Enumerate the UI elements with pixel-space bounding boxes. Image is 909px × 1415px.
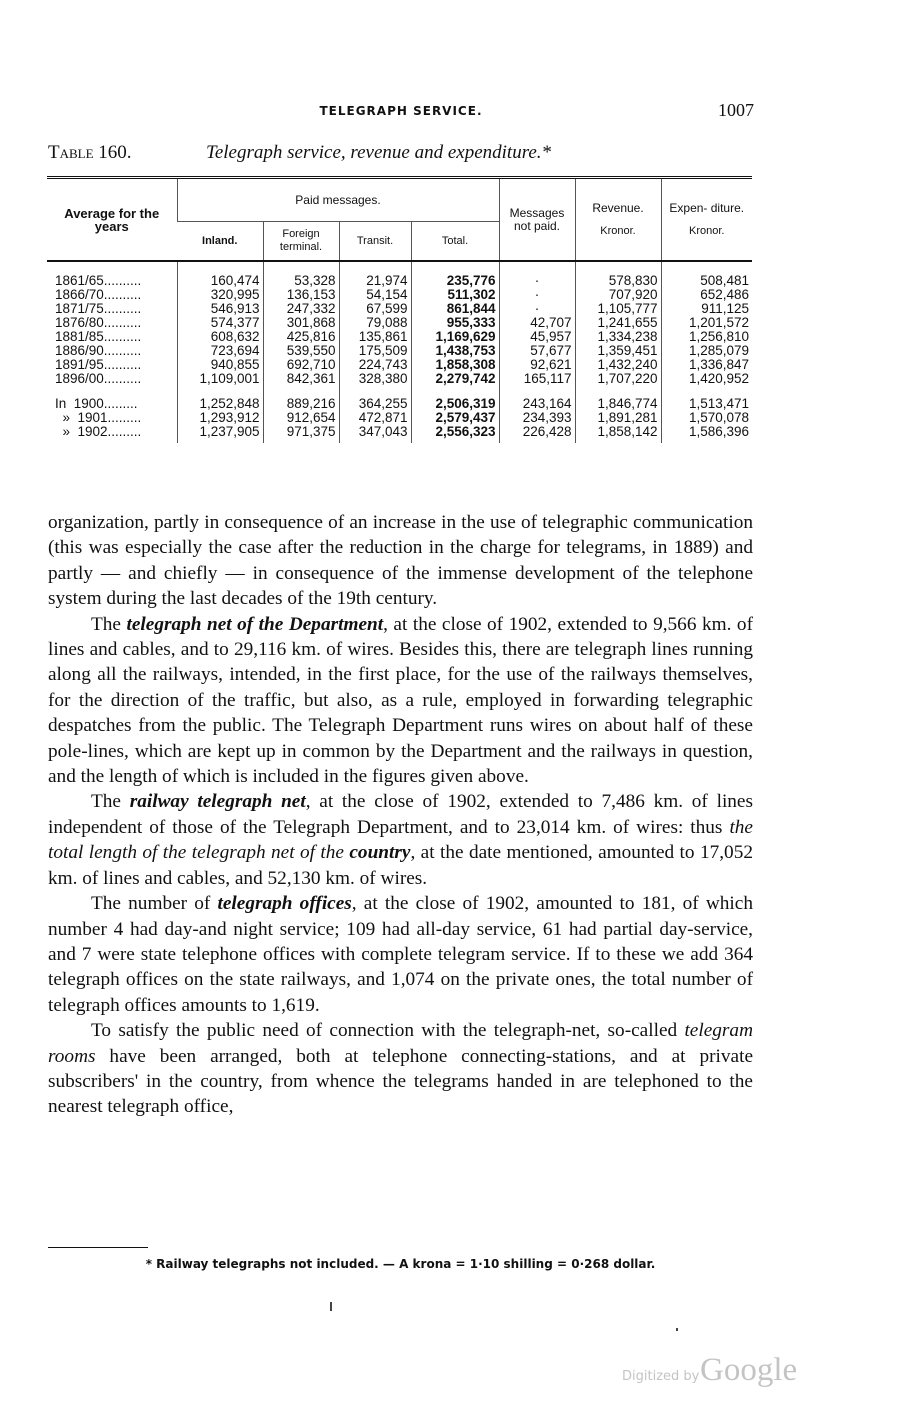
expenditure-cell: 1,336,847 <box>661 358 752 372</box>
not-paid-cell: · <box>499 274 575 288</box>
transit-cell: 79,088 <box>339 316 411 330</box>
transit-cell: 135,861 <box>339 330 411 344</box>
inland-cell: 546,913 <box>177 302 263 316</box>
table-row <box>47 316 752 330</box>
transit-cell: 175,509 <box>339 344 411 358</box>
table-row <box>47 358 752 372</box>
period-cell: 1886/90.......... <box>55 343 142 358</box>
period-cell: 1891/95.......... <box>55 357 142 372</box>
inland-cell: 723,694 <box>177 344 263 358</box>
text-run: , at the close of 1902, extended to 7,486 km. of lines independent of those of the Telegraph Department, and to 23,014 km. of wires: thus <box>48 791 753 838</box>
foreign-terminal-cell: 971,375 <box>263 425 339 439</box>
total-cell: 1,438,753 <box>411 344 499 358</box>
header-revenue-unit: Kronor. <box>600 224 636 237</box>
inland-cell: 1,293,912 <box>177 411 263 425</box>
period-cell: 1866/70.......... <box>55 287 142 302</box>
not-paid-cell: · <box>499 288 575 302</box>
revenue-cell: 1,891,281 <box>575 411 661 425</box>
header-expenditure-unit: Kronor. <box>689 224 725 237</box>
total-cell: 1,169,629 <box>411 330 499 344</box>
table-row <box>47 425 752 439</box>
text-run: To satisfy the public need of connection with the telegraph-net, so-called <box>91 1020 685 1042</box>
not-paid-cell: 57,677 <box>499 344 575 358</box>
not-paid-cell: 92,621 <box>499 358 575 372</box>
expenditure-cell: 1,570,078 <box>661 411 752 425</box>
text-run: , at the close of 1902, amounted to 181, of which number 4 had day-and night service; 109 had all-day service, 61 had partial day-service, and 7 were state telephone offices with complete telegram service. If to these we add 364 telegraph offices on the state railways, and 1,074 on the private ones, the total number of telegraph offices amounts to 1,619. <box>48 893 753 1016</box>
transit-cell: 21,974 <box>339 274 411 288</box>
period-cell: 1876/80.......... <box>55 315 142 330</box>
emphasis: telegraph net of the Department <box>126 613 384 635</box>
running-head <box>48 100 754 126</box>
revenue-cell: 1,858,142 <box>575 425 661 439</box>
foreign-terminal-cell: 692,710 <box>263 358 339 372</box>
footnote-rule <box>48 1247 148 1248</box>
expenditure-cell: 1,285,079 <box>661 344 752 358</box>
body-text <box>48 510 753 1120</box>
not-paid-cell: 45,957 <box>499 330 575 344</box>
period-cell: » 1901......... <box>55 410 142 425</box>
table-title: Telegraph service, revenue and expenditure.* <box>206 142 552 163</box>
paragraph <box>48 789 753 891</box>
not-paid-cell: 42,707 <box>499 316 575 330</box>
not-paid-cell: 226,428 <box>499 425 575 439</box>
header-inland: Inland. <box>202 234 238 247</box>
total-cell: 511,302 <box>411 288 499 302</box>
transit-cell: 328,380 <box>339 372 411 386</box>
total-cell: 861,844 <box>411 302 499 316</box>
header-paid-messages: Paid messages. <box>177 179 499 222</box>
table-caption <box>48 142 754 166</box>
total-cell: 2,279,742 <box>411 372 499 386</box>
revenue-cell: 1,432,240 <box>575 358 661 372</box>
emphasis: country <box>343 842 411 864</box>
table-row <box>47 411 752 425</box>
not-paid-cell: 234,393 <box>499 411 575 425</box>
emphasis: telegraph offices <box>217 893 352 915</box>
header-expenditure-label: Expen- diture. <box>669 200 745 215</box>
foreign-terminal-cell: 912,654 <box>263 411 339 425</box>
total-cell: 1,858,308 <box>411 358 499 372</box>
expenditure-cell: 1,586,396 <box>661 425 752 439</box>
text-run: The <box>91 791 130 813</box>
inland-cell: 1,109,001 <box>177 372 263 386</box>
table-row <box>47 344 752 358</box>
total-cell: 2,506,319 <box>411 397 499 411</box>
transit-cell: 54,154 <box>339 288 411 302</box>
foreign-terminal-cell: 425,816 <box>263 330 339 344</box>
scan-speck <box>330 1302 332 1311</box>
scan-speck <box>676 1328 678 1331</box>
expenditure-cell: 1,201,572 <box>661 316 752 330</box>
transit-cell: 347,043 <box>339 425 411 439</box>
revenue-cell: 1,241,655 <box>575 316 661 330</box>
running-title: TELEGRAPH SERVICE. <box>319 104 483 118</box>
paragraph <box>48 1018 753 1120</box>
total-cell: 2,556,323 <box>411 425 499 439</box>
total-cell: 235,776 <box>411 274 499 288</box>
revenue-cell: 1,105,777 <box>575 302 661 316</box>
inland-cell: 1,252,848 <box>177 397 263 411</box>
foreign-terminal-cell: 301,868 <box>263 316 339 330</box>
expenditure-cell: 508,481 <box>661 274 752 288</box>
header-expenditure <box>661 179 752 260</box>
table-row <box>47 330 752 344</box>
google-logo: Google <box>700 1352 798 1388</box>
table-row <box>47 288 752 302</box>
expenditure-cell: 1,256,810 <box>661 330 752 344</box>
table-row <box>47 372 752 386</box>
foreign-terminal-cell: 53,328 <box>263 274 339 288</box>
text-run: The number of <box>91 893 218 915</box>
paragraph: organization, partly in consequence of an increase in the use of telegraphic communication (this was especially the case after the reduction in the charge for telegrams, in 1889) and partly — and chiefly — in consequence of the immense development of the telephone system during the last decades of the 19th century. <box>48 512 753 610</box>
paragraph <box>48 612 753 790</box>
header-foreign-terminal: Foreign terminal. <box>263 222 339 261</box>
period-cell: 1861/65.......... <box>55 273 142 288</box>
emphasis: the total length of the telegraph net of the <box>48 816 753 864</box>
revenue-cell: 1,707,220 <box>575 372 661 386</box>
text-run: The <box>91 613 127 635</box>
emphasis: telegram rooms <box>48 1020 753 1067</box>
text-run: , at the close of 1902, extended to 9,566 km. of lines and cables, and to 29,116 km. of wires. Besides this, there are telegraph lines running along all the railways, intended, in the first place, for the use of the railways themselves, for the direction of the traffic, but also, as a rule, employed in forwarding telegraphic despatches from the public. The Telegraph Department runs wires on about half of these pole-lines, which are kept up in common by the Department and the railways in question, and the length of which is included in the figures given above. <box>48 613 753 788</box>
digitized-label: Digitized by <box>622 1369 700 1384</box>
page-number: 1007 <box>718 100 754 120</box>
revenue-cell: 1,359,451 <box>575 344 661 358</box>
inland-cell: 320,995 <box>177 288 263 302</box>
text-run: , at the date mentioned, amounted to 17,052 km. of lines and cables, and 52,130 km. of wires. <box>48 842 753 889</box>
period-cell: 1896/00.......... <box>55 371 142 386</box>
total-cell: 955,333 <box>411 316 499 330</box>
header-years: Average for the years <box>64 205 160 234</box>
footnote: * Railway telegraphs not included. — A krona = 1·10 shilling = 0·268 dollar. <box>145 1257 656 1271</box>
foreign-terminal-cell: 842,361 <box>263 372 339 386</box>
inland-cell: 940,855 <box>177 358 263 372</box>
not-paid-cell: · <box>499 302 575 316</box>
table-number: Table 160. <box>48 142 132 163</box>
header-total: Total. <box>411 222 499 261</box>
table-row <box>47 397 752 411</box>
emphasis: railway telegraph net <box>129 791 306 813</box>
transit-cell: 67,599 <box>339 302 411 316</box>
inland-cell: 1,237,905 <box>177 425 263 439</box>
revenue-cell: 1,334,238 <box>575 330 661 344</box>
period-cell: 1881/85.......... <box>55 329 142 344</box>
table-row <box>47 302 752 316</box>
revenue-cell: 578,830 <box>575 274 661 288</box>
not-paid-cell: 165,117 <box>499 372 575 386</box>
foreign-terminal-cell: 539,550 <box>263 344 339 358</box>
foreign-terminal-cell: 889,216 <box>263 397 339 411</box>
transit-cell: 224,743 <box>339 358 411 372</box>
statistics-table <box>47 176 752 443</box>
revenue-cell: 1,846,774 <box>575 397 661 411</box>
foreign-terminal-cell: 247,332 <box>263 302 339 316</box>
expenditure-cell: 911,125 <box>661 302 752 316</box>
period-cell: » 1902......... <box>55 424 142 439</box>
transit-cell: 364,255 <box>339 397 411 411</box>
foreign-terminal-cell: 136,153 <box>263 288 339 302</box>
header-revenue-label: Revenue. <box>592 200 644 215</box>
text-run: have been arranged, both at telephone connecting-stations, and at private subscribers' in the country, from whence the telegrams handed in are telephoned to the nearest telegraph office, <box>48 1045 753 1118</box>
total-cell: 2,579,437 <box>411 411 499 425</box>
digitized-watermark <box>622 1352 822 1392</box>
header-revenue <box>575 179 661 260</box>
inland-cell: 160,474 <box>177 274 263 288</box>
inland-cell: 574,377 <box>177 316 263 330</box>
expenditure-cell: 1,513,471 <box>661 397 752 411</box>
header-messages-not-paid: Messages not paid. <box>499 179 575 260</box>
expenditure-cell: 652,486 <box>661 288 752 302</box>
period-cell: 1871/75.......... <box>55 301 142 316</box>
revenue-cell: 707,920 <box>575 288 661 302</box>
transit-cell: 472,871 <box>339 411 411 425</box>
header-transit: Transit. <box>339 222 411 261</box>
paragraph <box>48 891 753 1018</box>
not-paid-cell: 243,164 <box>499 397 575 411</box>
period-cell: In 1900......... <box>55 396 138 411</box>
inland-cell: 608,632 <box>177 330 263 344</box>
expenditure-cell: 1,420,952 <box>661 372 752 386</box>
table-row <box>47 274 752 288</box>
